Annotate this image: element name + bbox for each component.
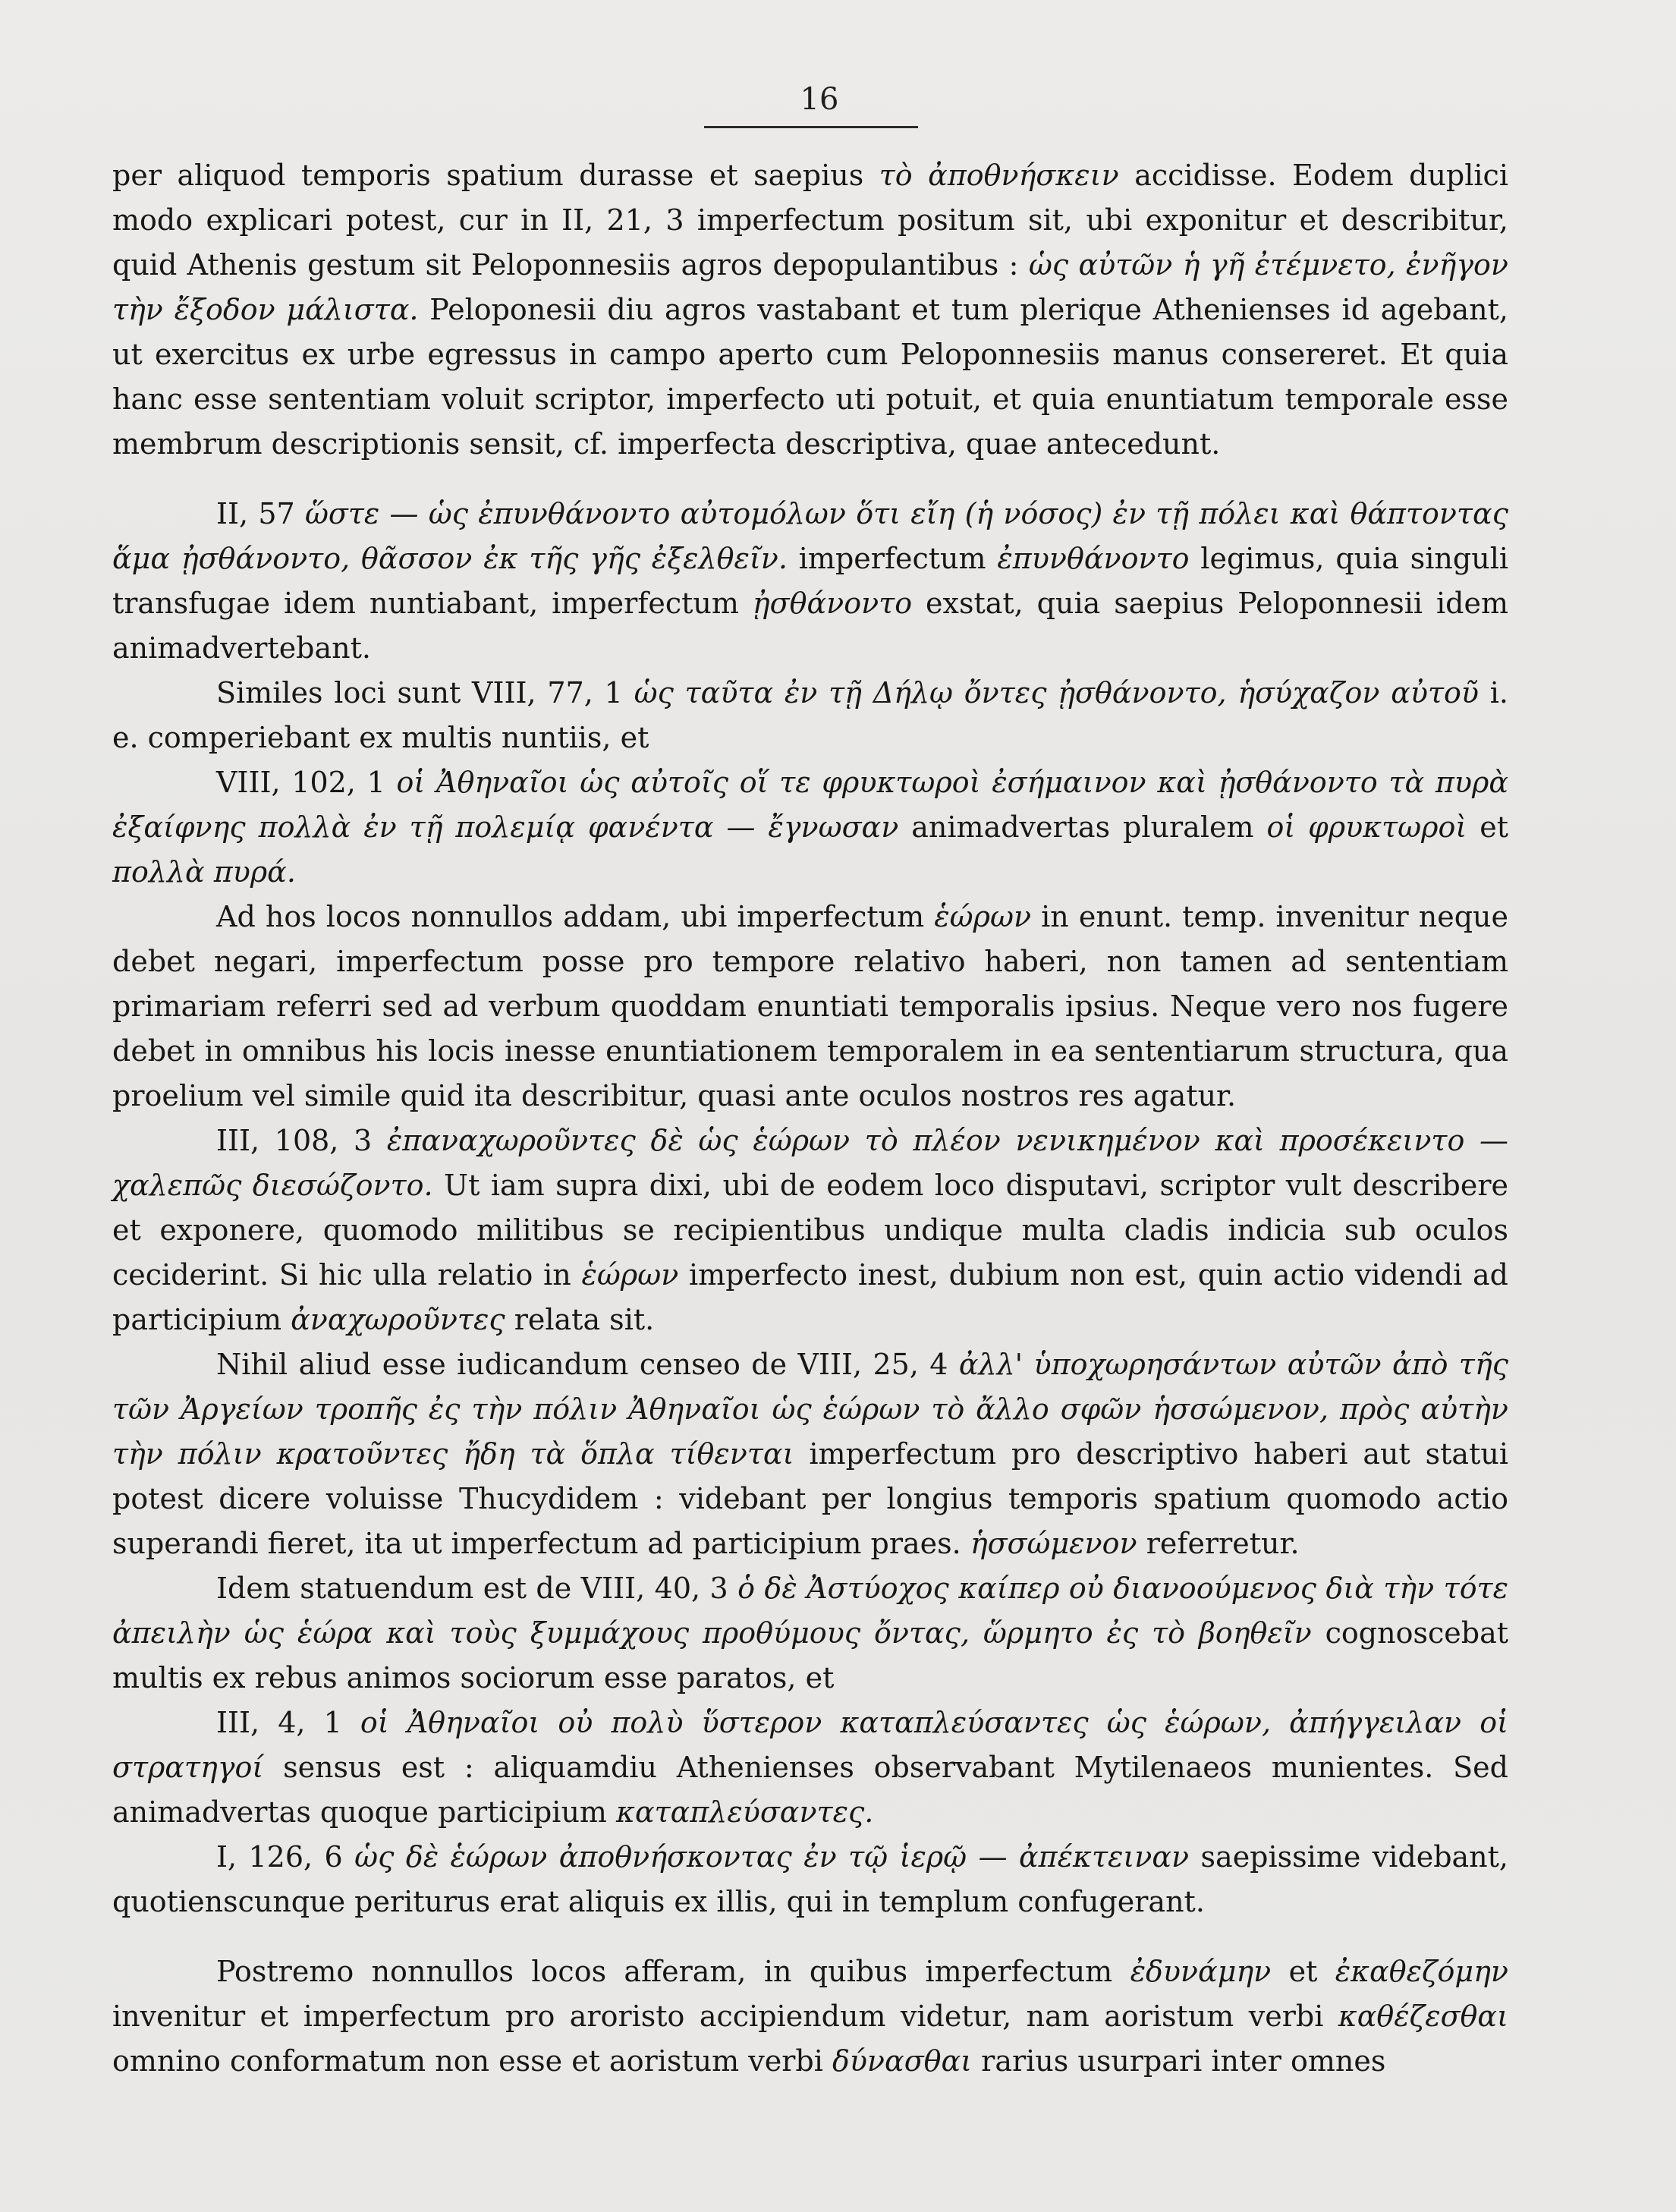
- text-run: imperfecto inest, dubium non est, quin actio videndi ad participium: [112, 1258, 1508, 1336]
- text-run: Similes loci sunt VIII, 77, 1: [216, 676, 634, 710]
- text-run: Idem statuendum est de VIII, 40, 3: [216, 1572, 738, 1605]
- greek-quotation: ἐπυνθάνοντο: [997, 542, 1190, 575]
- text-run: II, 57: [216, 497, 305, 530]
- page-number-rule: [704, 126, 918, 128]
- page-number: 16: [800, 82, 839, 117]
- greek-quotation: ἑώρων: [934, 900, 1032, 933]
- text-run: Postremo nonnullos locos afferam, in quibus imperfectum: [216, 1955, 1130, 1988]
- text-run: referretur.: [1137, 1527, 1300, 1560]
- paragraph: [112, 895, 1508, 1119]
- greek-quotation: ᾐσθάνοντο: [752, 587, 913, 620]
- text-run: in enunt. temp. invenitur neque debet negari, imperfectum posse pro tempore relativo haberi, non tamen ad sententiam primariam referri sed ad verbum quoddam enuntiati temporalis ipsius. Neque vero nos fugere debet in omnibus his locis inesse enuntiationem temporalem in ea sententiarum structura, qua proelium vel simile quid ita describitur, quasi ante oculos nostros res agatur.: [112, 900, 1508, 1112]
- greek-quotation: οἱ φρυκτωροὶ: [1266, 810, 1467, 844]
- greek-quotation: ἐδυνάμην: [1130, 1955, 1272, 1988]
- greek-quotation: ἐπαναχωροῦντες δὲ ὡς ἑώρων τὸ πλέον νενικημένον καὶ προσέκειντο — χαλεπῶς διεσώζοντο.: [112, 1124, 1508, 1202]
- paragraph: [112, 1949, 1508, 2084]
- text-run: rarius usurpari inter omnes: [972, 2044, 1386, 2078]
- greek-quotation: ὡς αὐτῶν ἡ γῆ ἐτέμνετο, ἐνῆγον τὴν ἔξοδον μάλιστα.: [112, 248, 1509, 326]
- greek-quotation: ἀλλ' ὑποχωρησάντων αὐτῶν ἀπὸ τῆς τῶν Ἀργείων τροπῆς ἐς τὴν πόλιν Ἀθηναῖοι ὡς ἑώρων τὸ ἄλλο σφῶν ἡσσώμενον, πρὸς αὐτὴν τὴν πόλιν κρατοῦντες ἤδη τὰ ὅπλα τίθενται: [112, 1348, 1509, 1471]
- text-run: I, 126, 6: [216, 1840, 355, 1874]
- greek-quotation: ἑώρων: [581, 1258, 679, 1292]
- greek-quotation: ὡς ταῦτα ἐν τῇ Δήλῳ ὄντες ᾐσθάνοντο, ἡσύχαζον αὐτοῦ: [634, 676, 1479, 710]
- text-run: et: [1271, 1955, 1335, 1988]
- text-run: Nihil aliud esse iudicandum censeo de VIII, 25, 4: [216, 1348, 959, 1381]
- text-run: III, 4, 1: [216, 1706, 360, 1739]
- text-run: legimus, quia singuli transfugae idem nuntiabant, imperfectum: [112, 542, 1509, 620]
- text-run: Ut iam supra dixi, ubi de eodem loco disputavi, scriptor vult describere et exponere, quomodo militibus se recipientibus undique multa cladis indicia sub oculos ceciderint. Si hic ulla relatio in: [112, 1169, 1508, 1292]
- text-run: relata sit.: [505, 1303, 655, 1336]
- text-run: exstat, quia saepius Peloponnesii idem animadvertebant.: [112, 587, 1508, 665]
- paragraph: [112, 760, 1508, 895]
- text-run: imperfectum: [787, 542, 998, 575]
- greek-quotation: δύνασθαι: [832, 2044, 973, 2078]
- text-run: animadvertas pluralem: [898, 810, 1267, 844]
- text-run: imperfectum pro descriptivo haberi aut statui potest dicere voluisse Thucydidem : videbant per longius temporis spatium quomodo actio superandi fieret, ita ut imperfectum ad participium praes.: [112, 1437, 1508, 1560]
- greek-quotation: ἀναχωροῦντες: [291, 1303, 505, 1336]
- text-run: VIII, 102, 1: [216, 766, 397, 799]
- greek-quotation: ὥστε — ὡς ἐπυνθάνοντο αὐτομόλων ὅτι εἴη (ἡ νόσος) ἐν τῇ πόλει καὶ θάπτοντας ἅμα ᾐσθάνοντο, θᾶσσον ἐκ τῆς γῆς ἐξελθεῖν.: [112, 497, 1508, 575]
- paragraph: [112, 1701, 1508, 1835]
- text-run: Peloponesii diu agros vastabant et tum plerique Athenienses id agebant, ut exercitus ex urbe egressus in campo aperto cum Peloponnesiis manus consereret. Et quia hanc esse sententiam voluit scriptor, imperfecto uti potuit, et quia enuntiatum temporale esse membrum descriptionis sensit, cf. imperfecta descriptiva, quae antecedunt.: [112, 293, 1508, 461]
- text-run: i. e. comperiebant ex multis nuntiis, et: [112, 676, 1508, 754]
- text-run: sensus est : aliquamdiu Athenienses observabant Mytilenaeos munientes. Sed animadvertas quoque participium: [112, 1751, 1508, 1829]
- text-run: accidisse. Eodem duplici modo explicari potest, cur in II, 21, 3 imperfectum positum sit, ubi exponitur et describitur, quid Athenis gestum sit Peloponnesiis agros depopulantibus :: [112, 159, 1508, 282]
- paragraph: [112, 671, 1508, 760]
- greek-quotation: ὁ δὲ Ἀστύοχος καίπερ οὐ διανοούμενος διὰ τὴν τότε ἀπειλὴν ὡς ἑώρα καὶ τοὺς ξυμμάχους προθύμους ὄντας, ὥρμητο ἐς τὸ βοηθεῖν: [112, 1572, 1508, 1650]
- paragraph: [112, 1119, 1508, 1342]
- greek-quotation: οἱ Ἀθηναῖοι ὡς αὐτοῖς οἵ τε φρυκτωροὶ ἐσήμαινον καὶ ᾐσθάνοντο τὰ πυρὰ ἐξαίφνης πολλὰ ἐν τῇ πολεμίᾳ φανέντα — ἔγνωσαν: [112, 766, 1509, 844]
- greek-quotation: ἡσσώμενον: [970, 1527, 1137, 1560]
- text-run: invenitur et imperfectum pro aroristo accipiendum videtur, nam aoristum verbi: [112, 2000, 1338, 2033]
- paragraph: [112, 492, 1508, 671]
- greek-quotation: ὡς δὲ ἑώρων ἀποθνήσκοντας ἐν τῷ ἱερῷ — ἀπέκτειναν: [354, 1840, 1190, 1874]
- paragraph: [112, 153, 1508, 467]
- body-text: [112, 153, 1508, 2084]
- greek-quotation: τὸ ἀποθνήσκειν: [879, 159, 1119, 192]
- text-run: III, 108, 3: [216, 1124, 387, 1157]
- text-run: per aliquod temporis spatium durasse et saepius: [112, 159, 879, 192]
- text-run: saepissime videbant, quotienscunque periturus erat aliquis ex illis, qui in templum confugerant.: [112, 1840, 1508, 1918]
- paragraph: [112, 1342, 1508, 1566]
- paragraph: [112, 1835, 1508, 1924]
- greek-quotation: καταπλεύσαντες.: [616, 1795, 874, 1829]
- greek-quotation: καθέζεσθαι: [1338, 2000, 1508, 2033]
- greek-quotation: πολλὰ πυρά.: [112, 855, 296, 889]
- text-run: et: [1467, 810, 1508, 844]
- paragraph: [112, 1566, 1508, 1701]
- text-run: cognoscebat multis ex rebus animos sociorum esse paratos, et: [112, 1616, 1508, 1694]
- text-run: Ad hos locos nonnullos addam, ubi imperfectum: [216, 900, 935, 933]
- text-run: omnino conformatum non esse et aoristum verbi: [112, 2044, 832, 2078]
- greek-quotation: ἐκαθεζόμην: [1335, 1955, 1508, 1988]
- greek-quotation: οἱ Ἀθηναῖοι οὐ πολὺ ὕστερον καταπλεύσαντες ὡς ἑώρων, ἀπήγγειλαν οἱ στρατηγοί: [112, 1706, 1508, 1784]
